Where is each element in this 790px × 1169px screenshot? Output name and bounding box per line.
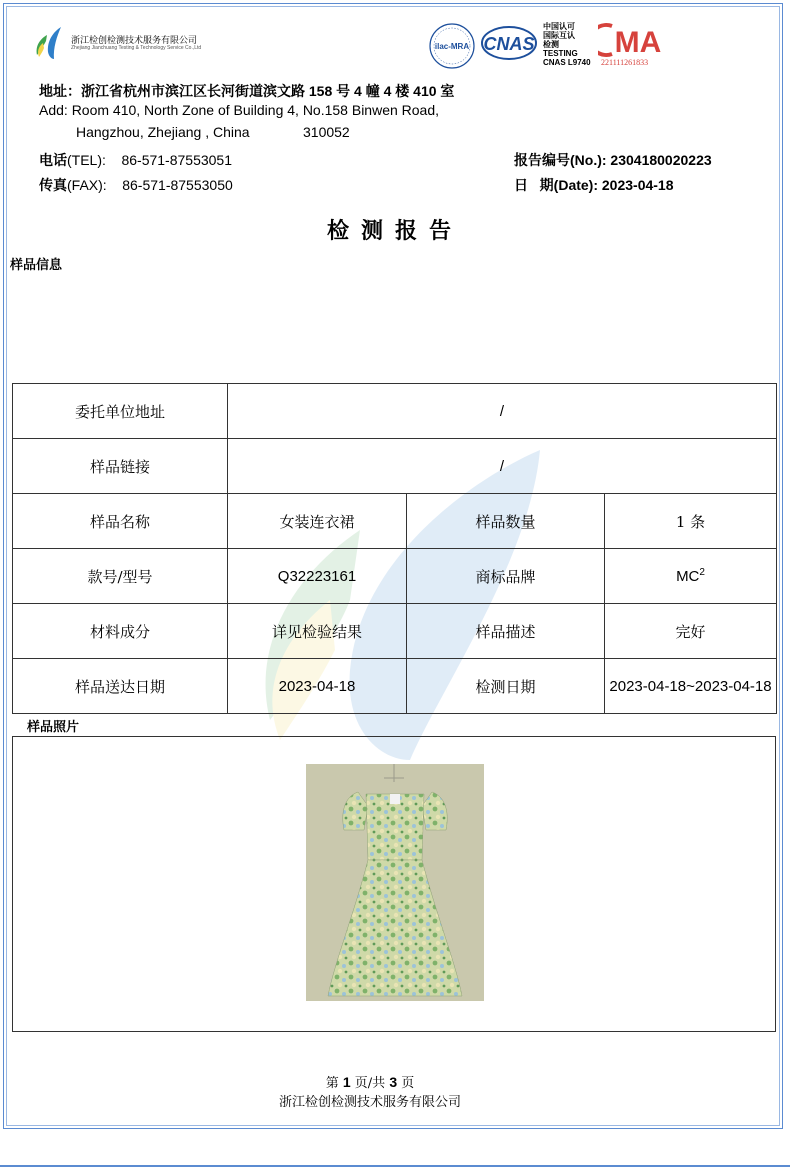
sample-photo-frame	[12, 736, 776, 1032]
cnas-line: CNAS L9740	[543, 58, 591, 67]
page-suffix: 页	[401, 1076, 415, 1091]
sample-info-label: 样品信息	[10, 258, 63, 273]
page-title: 检测报告	[326, 218, 463, 244]
sample-info-table	[12, 383, 777, 714]
table-row	[13, 494, 777, 549]
address-cn: 地址：浙江省杭州市滨江区长河街道滨文路 158 号 4 幢 4 楼 410 室	[39, 83, 455, 99]
telephone	[39, 150, 232, 170]
fax	[39, 175, 233, 195]
table-row	[13, 604, 777, 659]
page-total: 3	[389, 1074, 398, 1090]
material-label: 材料成分	[13, 604, 228, 659]
cnas-line: 检测	[543, 40, 559, 49]
sample-name-label: 样品名称	[13, 494, 228, 549]
sample-link-value: /	[228, 439, 777, 494]
delivery-date-label: 样品送达日期	[13, 659, 228, 714]
postcode: 310052	[303, 124, 350, 140]
cma-logo	[598, 22, 666, 58]
ilac-logo-text: ilac-MRA	[434, 42, 470, 51]
company-logo-icon	[34, 26, 64, 60]
sample-photo-dress	[306, 764, 484, 1001]
company-name-cn: 浙江检创检测技术服务有限公司	[71, 35, 198, 45]
cnas-line: 中国认可	[543, 22, 575, 31]
test-date-value: 2023-04-18~2023-04-18	[605, 659, 777, 714]
sample-quantity-value: 1 条	[605, 494, 777, 549]
page-prefix: 第	[325, 1076, 339, 1091]
report-number: 报告编号(No.): 2304180020223	[514, 152, 712, 168]
delivery-date-value: 2023-04-18	[228, 659, 407, 714]
sample-photo-label: 样品照片	[27, 720, 80, 735]
sample-desc-value: 完好	[605, 604, 777, 659]
cnas-accreditation-text	[543, 22, 591, 67]
sample-quantity-label: 样品数量	[407, 494, 605, 549]
fax-suffix: (FAX):	[67, 177, 107, 193]
client-address-value: /	[228, 384, 777, 439]
tel-label: 电话	[39, 152, 67, 168]
brand-superscript: 2	[699, 567, 705, 578]
model-value: Q32223161	[228, 549, 407, 604]
page-middle: 页/共	[354, 1076, 386, 1091]
tel-number: 86-571-87553051	[121, 152, 232, 168]
cnas-logo	[480, 24, 538, 62]
company-name-en: Zhejiang Jianchuang Testing & Technology Service Co.,Ltd	[71, 45, 202, 51]
cnas-logo-text: CNAS	[483, 34, 535, 54]
footer-company: 浙江检创检测技术服务有限公司	[278, 1095, 461, 1110]
client-address-label: 委托单位地址	[13, 384, 228, 439]
page-current: 1	[342, 1074, 351, 1090]
brand-label: 商标品牌	[407, 549, 605, 604]
table-row	[13, 384, 777, 439]
address-en-line2: Hangzhou, Zhejiang , China	[76, 124, 250, 140]
report-date: 日 期(Date): 2023-04-18	[514, 177, 674, 193]
cma-number: 221111261833	[601, 58, 649, 67]
cnas-line: 国际互认	[543, 31, 575, 40]
fax-label: 传真	[39, 177, 67, 193]
model-label: 款号/型号	[13, 549, 228, 604]
cma-logo-text: MA	[614, 26, 662, 58]
sample-link-label: 样品链接	[13, 439, 228, 494]
tel-suffix: (TEL):	[67, 152, 106, 168]
bottom-rule	[0, 1165, 790, 1167]
table-row	[13, 659, 777, 714]
ilac-mra-logo	[428, 22, 476, 70]
sample-name-value: 女装连衣裙	[228, 494, 407, 549]
table-row	[13, 549, 777, 604]
sample-desc-label: 样品描述	[407, 604, 605, 659]
cnas-line: TESTING	[543, 49, 578, 58]
brand-cell	[605, 549, 777, 604]
test-date-label: 检测日期	[407, 659, 605, 714]
page-number	[0, 1072, 740, 1091]
material-value: 详见检验结果	[228, 604, 407, 659]
fax-number: 86-571-87553050	[122, 177, 233, 193]
table-row	[13, 439, 777, 494]
address-en-line1: Add: Room 410, North Zone of Building 4, No.158 Binwen Road,	[39, 102, 440, 118]
brand-value: MC	[676, 568, 700, 585]
